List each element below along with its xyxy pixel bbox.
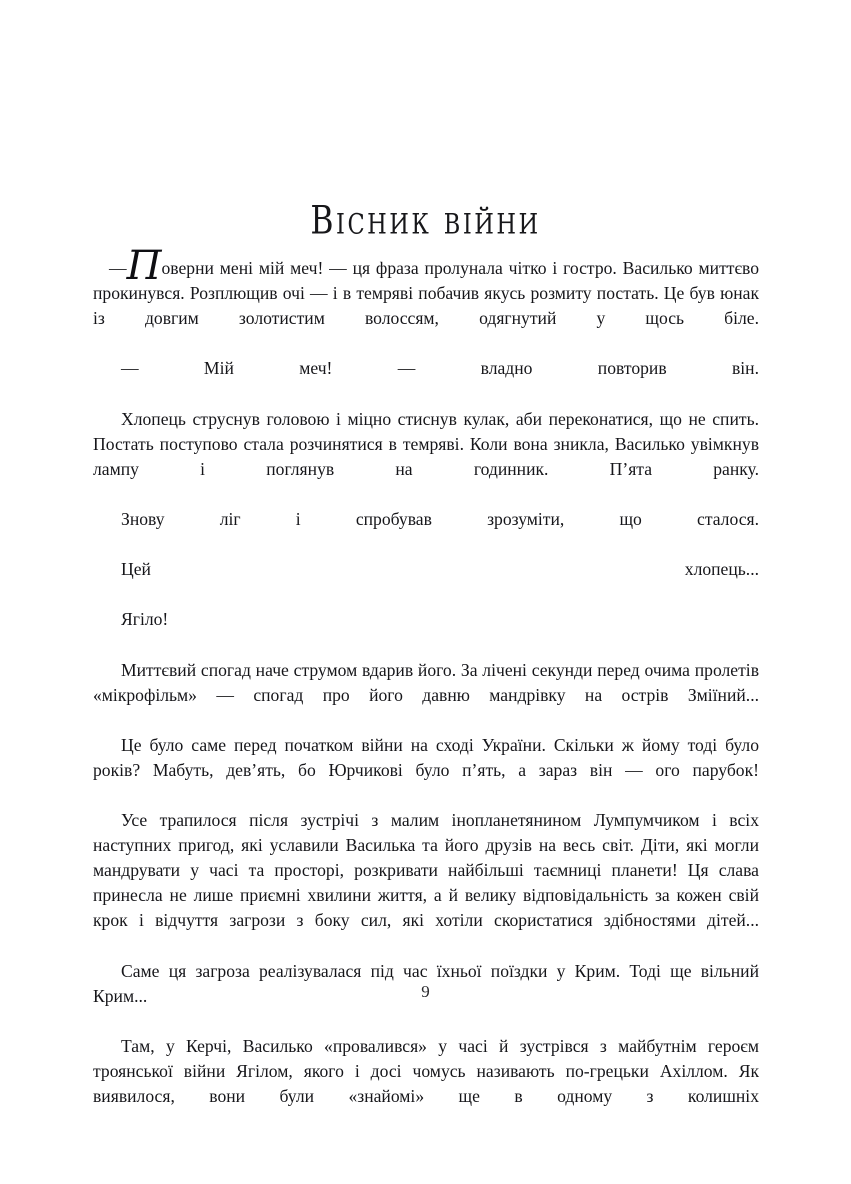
paragraph-text: — Мій меч! — владно повторив він. <box>121 358 759 379</box>
paragraph <box>93 557 759 607</box>
paragraph <box>93 356 759 406</box>
paragraph-text: Там, у Керчі, Василько «провалився» у часі й зустрівся з майбутнім героєм троянської війни Ягілом, якого і досі чомусь називають по-грецьки Ахіллом. Як виявилося, вони були «знайомі» ще в одному з колишніх <box>93 1035 759 1107</box>
paragraph <box>93 808 759 959</box>
paragraph-text: Ягіло! <box>121 609 169 630</box>
paragraph <box>93 243 759 356</box>
paragraph-text: Цей хлопець... <box>121 559 759 580</box>
paragraph-text: Саме ця загроза реалізувалася під час їхньої поїздки у Крим. Тоді ще вільний Крим... <box>93 960 759 1006</box>
page-number: 9 <box>421 982 430 1001</box>
paragraph-text: Це було саме перед початком війни на сході України. Скільки ж йому тоді було років? Мабуть, дев’ять, бо Юрчикові було п’ять, а зараз він — ого парубок! <box>93 734 759 780</box>
paragraph <box>93 1034 759 1134</box>
paragraph-text: оверни мені мій меч! — ця фраза пролунала чітко і гостро. Василько миттєво прокинувся. Розплющив очі — і в темряві побачив якусь розмиту постать. Це був юнак із довгим золотистим волоссям, одягнутий у щось біле. <box>93 258 759 329</box>
page-title: Вісник війни <box>310 199 541 244</box>
body-text <box>93 243 759 1134</box>
paragraph-text: Усе трапилося після зустрічі з малим інопланетянином Лумпумчиком і всіх наступних пригод, які уславили Василька та його друзів на весь світ. Діти, які могли мандрувати у часі та просторі, розкривати найбільші таємниці планети! Ця слава принесла не лише приємні хвилини життя, а й велику відповідальність за кожен свій крок і відчуття загрози з боку сил, які хотіли скористатися здібностями дітей... <box>93 810 759 931</box>
paragraph <box>93 658 759 733</box>
paragraph <box>93 607 759 657</box>
paragraph-text: Знову ліг і спробував зрозуміти, що сталося. <box>121 508 759 529</box>
paragraph-text: Миттєвий спогад наче струмом вдарив його. За лічені секунди перед очима пролетів «мікрофільм» — спогад про його давню мандрівку на острів Зміїний... <box>93 659 759 705</box>
paragraph <box>93 733 759 808</box>
drop-cap: П <box>126 243 161 289</box>
paragraph-text: Хлопець струснув головою і міцно стиснув кулак, аби переконатися, що не спить. Постать поступово стала розчинятися в темряві. Коли вона зникла, Василько увімкнув лампу і поглянув на годинник. П’ята ранку. <box>93 408 759 479</box>
paragraph <box>93 407 759 507</box>
em-dash: — <box>109 258 127 278</box>
paragraph <box>93 507 759 557</box>
